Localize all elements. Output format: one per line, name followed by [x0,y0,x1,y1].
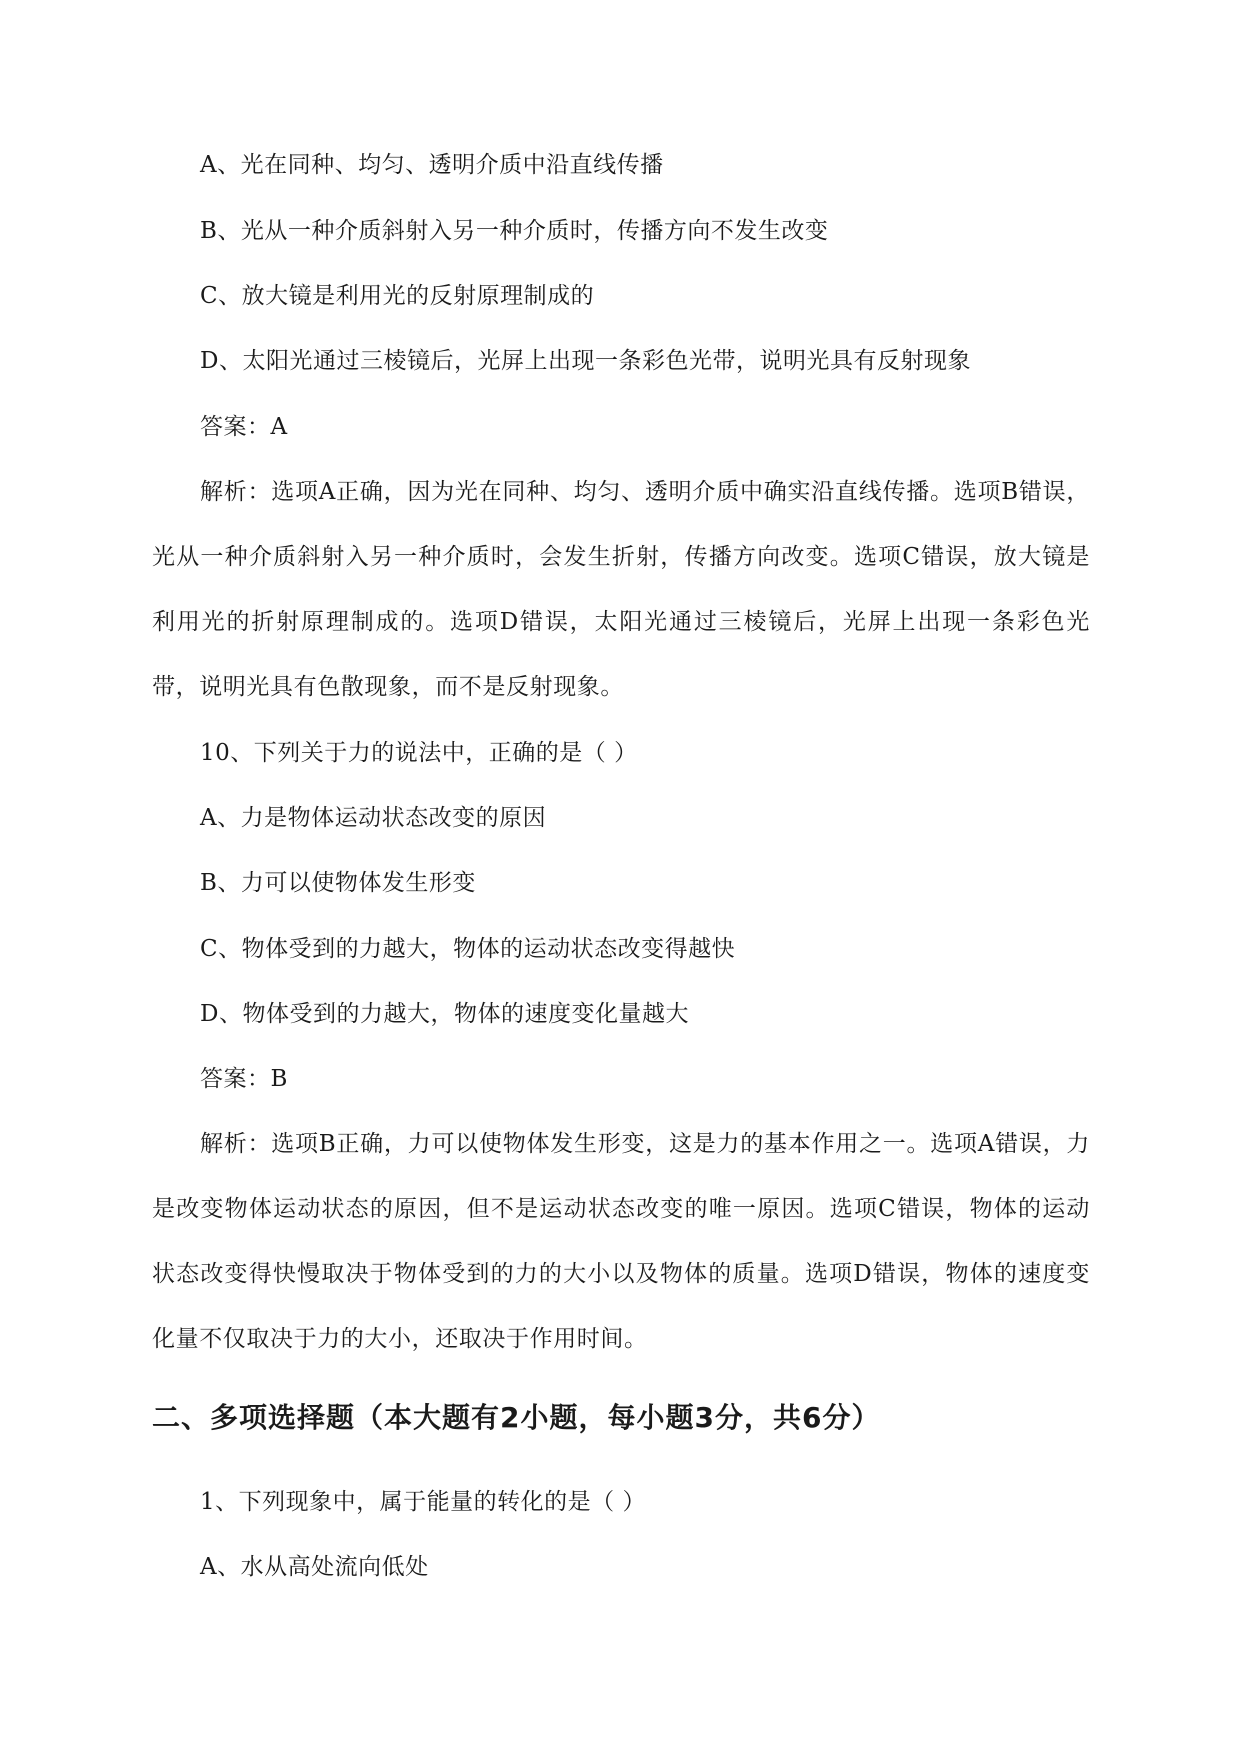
q9-option-b: B、光从一种介质斜射入另一种介质时，传播方向不发生改变 [200,218,829,244]
q9-option-c: C、放大镜是利用光的反射原理制成的 [200,283,595,309]
q10-answer: 答案：B [200,1066,288,1092]
q9-answer: 答案：A [200,414,288,440]
q10-option-c: C、物体受到的力越大，物体的运动状态改变得越快 [200,936,736,962]
q10-option-d: D、物体受到的力越大，物体的速度变化量越大 [200,1001,689,1027]
q9-option-a: A、光在同种、均匀、透明介质中沿直线传播 [200,152,664,178]
s2-q1-question: 1、下列现象中，属于能量的转化的是（ ） [200,1489,646,1515]
q10-option-b: B、力可以使物体发生形变 [200,870,476,896]
section-heading: 二、多项选择题（本大题有2小题，每小题3分，共6分） [152,1401,881,1434]
s2-q1-option-a: A、水从高处流向低处 [200,1554,429,1580]
q9-option-d: D、太阳光通过三棱镜后，光屏上出现一条彩色光带，说明光具有反射现象 [200,348,971,374]
q9-analysis: 解析：选项A正确，因为光在同种、均匀、透明介质中确实沿直线传播。选项B错误，光从一种介质斜射入另一种介质时，会发生折射，传播方向改变。选项C错误，放大镜是利用光的折射原理制成的。选项D错误，太阳光通过三棱镜后，光屏上出现一条彩色光带，说明光具有色散现象，而不是反射现象。 [152,479,1090,700]
q10-question: 10、下列关于力的说法中，正确的是（ ） [200,740,638,766]
q10-option-a: A、力是物体运动状态改变的原因 [200,805,547,831]
q10-analysis: 解析：选项B正确，力可以使物体发生形变，这是力的基本作用之一。选项A错误，力是改变物体运动状态的原因，但不是运动状态改变的唯一原因。选项C错误，物体的运动状态改变得快慢取决于物体受到的力的大小以及物体的质量。选项D错误，物体的速度变化量不仅取决于力的大小，还取决于作用时间。 [152,1131,1090,1352]
